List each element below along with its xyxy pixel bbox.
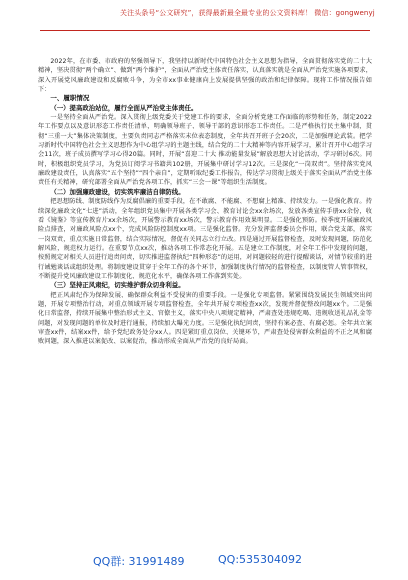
header-rule	[40, 30, 370, 31]
header-banner-text: 关注头条号“公文研究”，获得最新最全最专业的公文资料库！ 微信：gongwenyj	[120, 9, 375, 17]
subsection-heading-1: （一）提高政治站位，履行全面从严治党主体责任。	[50, 103, 198, 112]
footer-contact	[0, 553, 408, 573]
paragraph-1: 一是坚持全面从严治党。深入贯彻上级党委关于党建工作的要求，全面分析党建工作面临的形势和任务，制定2022年工作要点以及意识形态工作责任清单，明确领导班子、领导干部的意识形态工作责任。二是严格执行民主集中制，贯彻“三重一大”集体决策制度，主要负责同志严格落实末位表态制度，全年共召开班子会20次，二是加强理论武装。把学习新时代中国特色社会主义思想作为中心组学习的主题主线，结合党的二十大精神等内容开展学习，累计召开中心组学习会11次，班子成员撰写学习心得20篇。同时，开展“喜迎二十大 推动能量发展”解放思想大讨论活动，学习研讨6次。同时，积极组织党员学习，为党员订阅学习书籍共102册，开展集中研讨学习12次。三是深化“一岗双责”。坚持落实党风廉政建设责任，认真落实“五个坚持”“四个亲自”，定期听取纪委工作报告，传达学习贯彻上级关于落实全面从严治党主体责任有关精神，研究部署全面从严治党各项工作，抓实“三会一课”等组织生活制度。	[38, 114, 372, 187]
qq-group-text: QQ群: 31991489	[93, 555, 185, 568]
subsection-heading-2: （二）加强廉政建设，切实筑牢廉洁自律防线。	[50, 187, 185, 196]
qq-number-text: QQ:535304092	[218, 553, 303, 566]
header-banner	[120, 9, 375, 18]
subsection-heading-3: （三）坚持正风肃纪，切实维护群众切身利益。	[50, 281, 185, 290]
paragraph-3: 把正风肃纪作为保障发展、确保群众利益不受侵害的重要手段。一是强化专项监督。紧紧围绕发展民生领域突出问题，开展专项整治行动，对重点领域开展专项监督检查，全年共开展专项检查xx次，发现并督促整改问题xx个。二是强化日常监督，持续开展集中整治形式主义、官僚主义，落实中央八项规定精神，严肃查处违规吃喝、违规收送礼品礼金等问题，对发现问题的单位及时进行通报，持续加大曝光力度。三是强化执纪问责，坚持有案必查、有腐必惩。全年共立案审查xx件，结案xx件，给予党纪政务处分xx人。四是紧盯重点岗位、关键环节，严肃查处侵害群众利益的不正之风和腐败问题，深入推进以案促改、以案促治，推动形成全面从严治党的良好局面。	[38, 291, 372, 346]
intro-paragraph: 2022年，在市委、市政府的坚强领导下，我坚持以新时代中国特色社会主义思想为指导，全面贯彻落实党的二十大精神，坚决贯彻“两个确立”、做到“两个维护”，全面从严治党主体责任落实，认真落实就是全面从严治党实施各项要求，深入开展党风廉政建设和反腐败斗争，为全市xx事业健康向上发展提供坚强的政治和纪律保障。现将工作情况报告如下：	[38, 58, 372, 94]
section-heading-1: 一、履职情况	[50, 94, 90, 103]
document-body	[38, 57, 372, 347]
paragraph-2: 把思想防线、制度防线作为反腐倡廉的重要手段，在不敢腐、不能腐、不想腐上精准、持续发力。一是强化教育。持续深化廉政文化“七进”活动，全年组织党员集中开展各类学习会、教育讨论会xx余场次，发放各类宣传手册xx余份，收看《镜鉴》等宣传教育片xx余场次，开展警示教育xx场次，警示教育作用效果明显。二是强化预防。按季度开展廉政风险点排查，对廉政风险点xx个，完成风险防控制度xx项。三是强化监督。充分发挥监督委员会作用，联合党支部，落实一岗双责，重点实施日常监督，结合实际情况，督促有关同志立行立改。四是通过开展监督检查，及时发现问题，防范化解风险，规范权力运行。在重要节点xx次，推动各项工作常态化开展。五是建立工作制度，对全年工作中发现的问题，按照规定对相关人员进行追责问责，切实推进监督执纪“四种形态”的运用，对问题较轻的进行提醒谈话，对情节较重的进行诫勉谈话或组织处理。将制度建设贯穿于全年工作的各个环节，加强制度执行情况的监督检查，以制度管人管事管权，不断提升党风廉政建设工作制度化、规范化水平，确保各项工作落到实处。	[38, 198, 372, 280]
